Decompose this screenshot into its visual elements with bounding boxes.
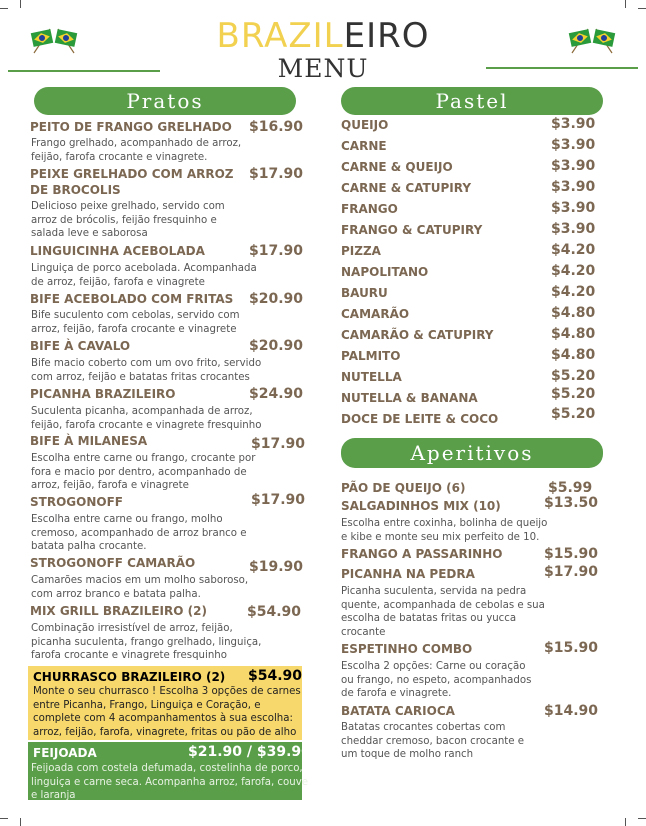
- restaurant-title: [0, 16, 646, 56]
- crop-mark: [20, 818, 21, 826]
- dish-price: $54.90: [248, 668, 303, 684]
- dish-price: $21.90 / $39.90: [188, 744, 311, 760]
- pastel-price: $3.90: [551, 116, 596, 132]
- pastel-price: $4.20: [551, 242, 596, 258]
- aperitivo-name: SALGADINHOS MIX (10): [341, 499, 501, 513]
- dish-name: BIFE À MILANESA: [30, 434, 148, 448]
- dish-price: $17.90: [251, 492, 306, 508]
- crop-mark: [638, 8, 646, 9]
- pastel-price: $4.20: [551, 263, 596, 279]
- aperitivo-price: $17.90: [544, 564, 599, 580]
- brazil-flags-icon-right: [568, 26, 616, 54]
- crop-mark: [638, 818, 646, 819]
- pastel-price: $4.80: [551, 347, 596, 363]
- dish-price: $20.90: [249, 291, 304, 307]
- dish-description: Monte o seu churrasco ! Escolha 3 opções de carnes entre Picanha, Frango, Linguiça e Coração, e complete com 4 acompanhamentos à sua escolha: arroz, feijão, farofa, vinagrete, fritas ou pão de alho: [33, 686, 301, 738]
- dish-price: $20.90: [249, 338, 304, 354]
- title-part2: EIRO: [343, 16, 430, 56]
- crop-mark: [625, 818, 626, 826]
- dish-description: Bife macio coberto com um ovo frito, servido com arroz, feijão e batatas fritas crocantes: [31, 358, 262, 383]
- dish-price: $19.90: [249, 559, 304, 575]
- pastel-price: $4.80: [551, 305, 596, 321]
- dish-name: STROGONOFF: [30, 495, 123, 509]
- pastel-price: $3.90: [551, 179, 596, 195]
- pastel-name: BAURU: [341, 286, 388, 300]
- pastel-name: CARNE & CATUPIRY: [341, 181, 472, 195]
- pastel-price: $4.80: [551, 326, 596, 342]
- pastel-name: CAMARÃO & CATUPIRY: [341, 328, 494, 342]
- dish-name: BIFE À CAVALO: [30, 339, 131, 353]
- dish-description: Combinação irresistível de arroz, feijão, picanha suculenta, frango grelhado, linguiça, farofa crocante e vinagrete fresquinho: [31, 623, 262, 661]
- pastel-price: $4.20: [551, 284, 596, 300]
- aperitivo-name: PÃO DE QUEIJO (6): [341, 481, 466, 495]
- aperitivo-name: FRANGO A PASSARINHO: [341, 547, 503, 561]
- dish-name: LINGUICINHA ACEBOLADA: [30, 244, 205, 258]
- dish-price: $17.90: [249, 166, 304, 182]
- dish-description: Delicioso peixe grelhado, servido com arroz de brócolis, feijão fresquinho e salada leve e saborosa: [31, 201, 225, 239]
- crop-mark: [625, 0, 626, 8]
- pastel-name: CARNE: [341, 139, 387, 153]
- pastel-price: $3.90: [551, 221, 596, 237]
- dish-price: $17.90: [249, 243, 304, 259]
- title-part1: BRAZIL: [216, 16, 344, 56]
- dish-name: BIFE ACEBOLADO COM FRITAS: [30, 292, 234, 306]
- pastel-name: CAMARÃO: [341, 307, 410, 321]
- pastel-name: NUTELLA & BANANA: [341, 391, 478, 405]
- aperitivo-description: Escolha entre coxinha, bolinha de queijo e kibe e monte seu mix perfeito de 10.: [341, 518, 548, 543]
- pastel-price: $5.20: [551, 368, 596, 384]
- pastel-price: $3.90: [551, 137, 596, 153]
- aperitivo-price: $15.90: [544, 640, 599, 656]
- crop-mark: [20, 0, 21, 8]
- dish-description: Feijoada com costela defumada, costelinha de porco, linguiça e carne seca. Acompanha arroz, farofa, couve e laranja: [31, 763, 309, 801]
- pastel-price: $3.90: [551, 158, 596, 174]
- pastel-name: DOCE DE LEITE & COCO: [341, 412, 499, 426]
- pastel-price: $3.90: [551, 200, 596, 216]
- aperitivo-description: Picanha suculenta, servida na pedra quente, acompanhada de cebolas e sua escolha de batatas fritas ou yucca crocante: [341, 586, 545, 638]
- pastel-name: PIZZA: [341, 244, 381, 258]
- dish-name: PEIXE GRELHADO COM ARROZ DE BROCOLIS: [30, 167, 234, 197]
- pastel-name: FRANGO: [341, 202, 398, 216]
- crop-mark: [0, 8, 8, 9]
- section-header-aperitivos: Aperitivos: [341, 438, 603, 468]
- dish-price: $54.90: [247, 604, 302, 620]
- header-divider-right: [486, 67, 638, 69]
- aperitivo-price: $14.90: [544, 703, 599, 719]
- dish-description: Frango grelhado, acompanhado de arroz, feijão, farofa crocante e vinagrete.: [31, 138, 242, 163]
- dish-description: Linguiça de porco acebolada. Acompanhada de arroz, feijão, farofa e vinagrete: [31, 263, 257, 288]
- aperitivo-description: Batatas crocantes cobertas com cheddar cremoso, bacon crocante e um toque de molho ranch: [341, 722, 525, 760]
- dish-price: $17.90: [251, 436, 306, 452]
- dish-price: $16.90: [249, 119, 304, 135]
- dish-description: Escolha entre carne ou frango, molho cremoso, acompanhado de arroz branco e batata palha crocante.: [31, 514, 247, 552]
- dish-description: Suculenta picanha, acompanhada de arroz, feijão, farofa crocante e vinagrete fresquinho: [31, 406, 262, 431]
- aperitivo-price: $5.99: [548, 480, 593, 496]
- brazil-flags-icon-left: [30, 26, 78, 54]
- pastel-name: NUTELLA: [341, 370, 402, 384]
- dish-description: Escolha entre carne ou frango, crocante por fora e macio por dentro, acompanhado de arroz, feijão, farofa e vinagrete: [31, 453, 256, 491]
- pastel-name: FRANGO & CATUPIRY: [341, 223, 483, 237]
- dish-description: Camarões macios em um molho saboroso, com arroz branco e batata palha.: [31, 575, 249, 600]
- pastel-name: QUEIJO: [341, 118, 389, 132]
- aperitivo-name: ESPETINHO COMBO: [341, 642, 473, 656]
- section-header-pastel: Pastel: [341, 87, 603, 115]
- aperitivo-description: Escolha 2 opções: Carne ou coração ou frango, no espeto, acompanhados de farofa e vinagrete.: [341, 661, 532, 699]
- dish-name: PEITO DE FRANGO GRELHADO: [30, 120, 232, 134]
- dish-name: PICANHA BRAZILEIRO: [30, 387, 176, 401]
- dish-price: $24.90: [249, 386, 304, 402]
- pastel-price: $5.20: [551, 406, 596, 422]
- pastel-name: CARNE & QUEIJO: [341, 160, 453, 174]
- aperitivo-price: $15.90: [544, 546, 599, 562]
- pastel-name: PALMITO: [341, 349, 401, 363]
- section-header-pratos: Pratos: [34, 87, 296, 115]
- pastel-price: $5.20: [551, 386, 596, 402]
- menu-subtitle: MENU: [277, 54, 369, 83]
- pastel-name: NAPOLITANO: [341, 265, 429, 279]
- dish-name: STROGONOFF CAMARÃO: [30, 556, 196, 570]
- dish-name: CHURRASCO BRAZILEIRO (2): [33, 670, 226, 684]
- header-divider-left: [8, 70, 160, 72]
- dish-name: MIX GRILL BRAZILEIRO (2): [30, 604, 207, 618]
- crop-mark: [0, 818, 8, 819]
- aperitivo-price: $13.50: [544, 495, 599, 511]
- dish-name: FEIJOADA: [33, 746, 97, 760]
- aperitivo-name: BATATA CARIOCA: [341, 704, 455, 718]
- aperitivo-name: PICANHA NA PEDRA: [341, 567, 475, 581]
- dish-description: Bife suculento com cebolas, servido com arroz, feijão, farofa crocante e vinagrete: [31, 310, 240, 335]
